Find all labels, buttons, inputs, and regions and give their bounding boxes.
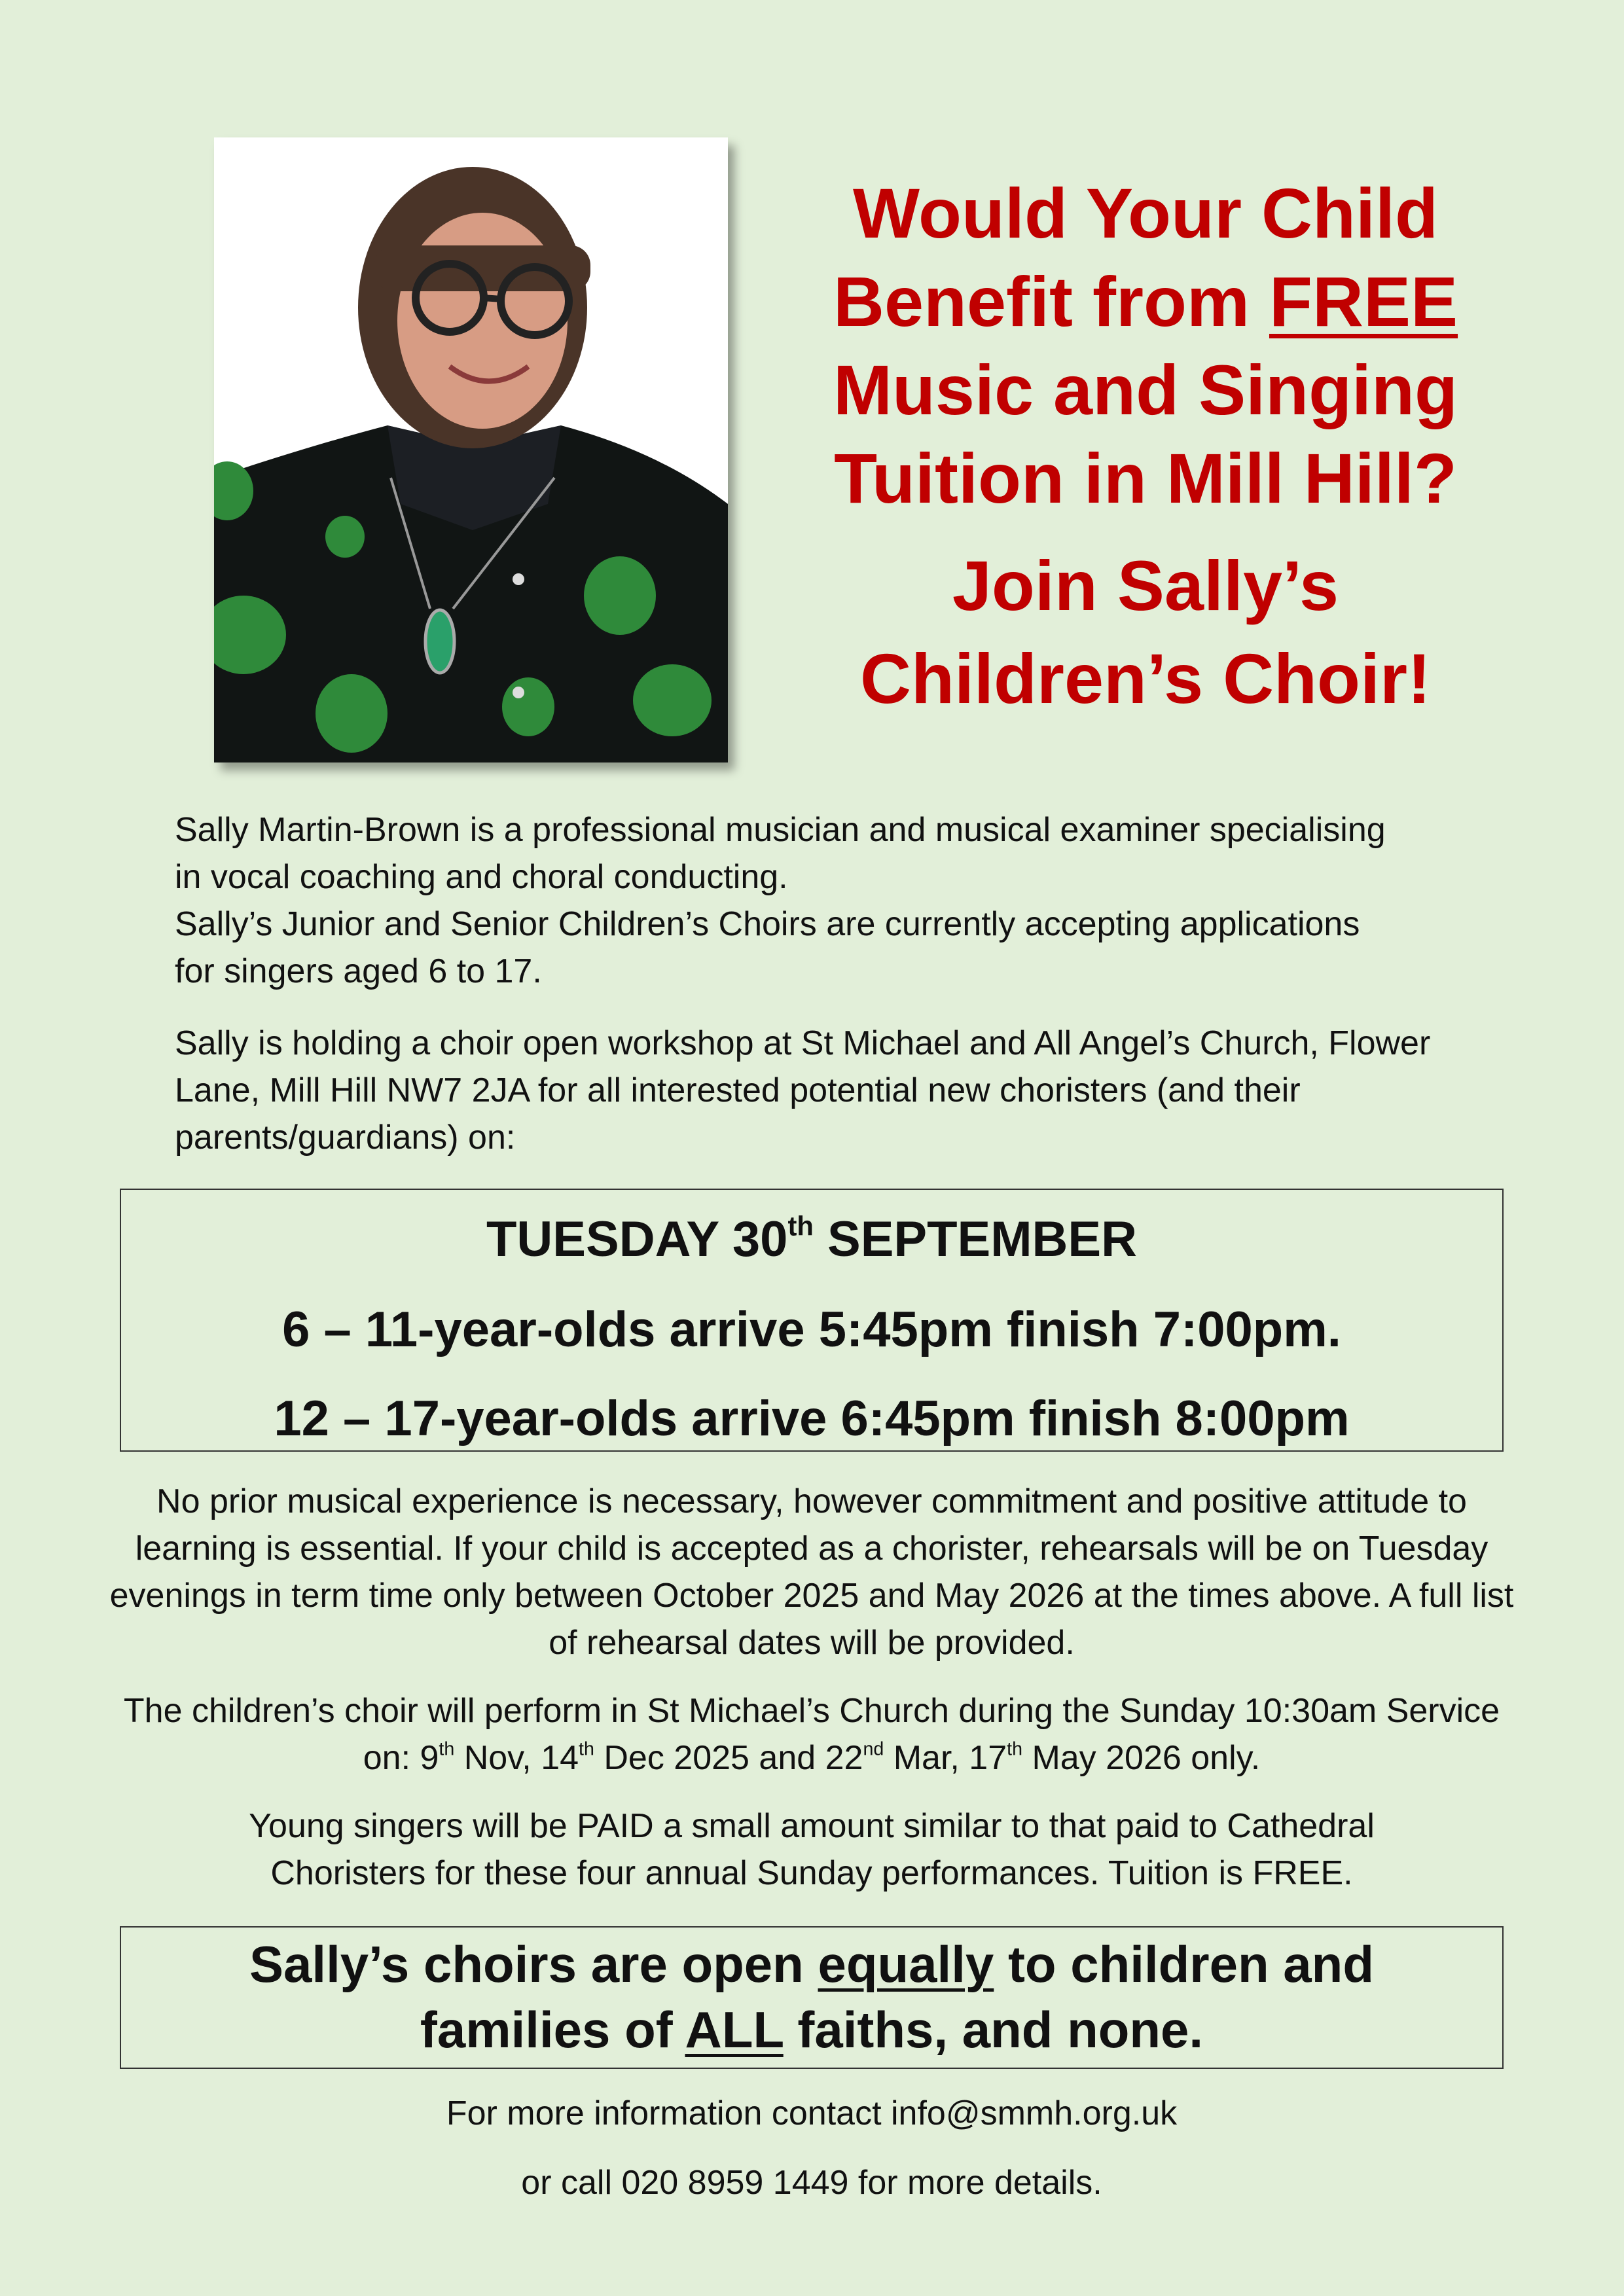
intro-paragraph-3: Sally is holding a choir open workshop at St Michael and All Angel’s Church, Flower Lane, Mill Hill NW7 2JA for all interested potential new choristers (and their parents/guardians) on: (175, 1024, 1431, 1157)
portrait-photo (214, 137, 728, 762)
join-line-1: Join Sally’s (952, 546, 1339, 625)
details-text (105, 1478, 1519, 1897)
details-paragraph-1: No prior musical experience is necessary, however commitment and positive attitude to learning is essential. If your child is accepted as a chorister, rehearsals will be on Tuesday evenings in term time only between October 2025 and May 2026 at the times above. A full list of rehearsal dates will be provided. (109, 1482, 1514, 1662)
event-details-box (120, 1189, 1504, 1452)
contact-info (105, 2090, 1519, 2206)
free-emphasis: FREE (1269, 262, 1458, 341)
headline-line-4: Tuition in Mill Hill? (834, 439, 1457, 518)
contact-phone-line: or call 020 8959 1449 for more details. (521, 2164, 1102, 2202)
inclusion-line-2: families of ALL faiths, and none. (420, 2001, 1204, 2058)
join-heading (759, 539, 1532, 725)
intro-text (175, 806, 1510, 1161)
event-date: TUESDAY 30th SEPTEMBER (486, 1210, 1137, 1267)
contact-email-line: For more information contact info@smmh.org.uk (446, 2094, 1178, 2132)
intro-paragraph-1: Sally Martin-Brown is a professional musician and musical examiner specialising in vocal coaching and choral conducting. (175, 811, 1386, 896)
payment-paragraph: Young singers will be PAID a small amount similar to that paid to Cathedral Choristers for these four annual Sunday performances. Tuition is FREE. (249, 1807, 1375, 1892)
headline (759, 169, 1532, 725)
junior-session-time: 6 – 11-year-olds arrive 5:45pm finish 7:00pm. (282, 1302, 1341, 1357)
senior-session-time: 12 – 17-year-olds arrive 6:45pm finish 8:00pm (274, 1391, 1350, 1446)
headline-line-2: Benefit from FREE (833, 262, 1458, 341)
performance-dates: The children’s choir will perform in St Michael’s Church during the Sunday 10:30am Service on: 9th Nov, 14th Dec 2025 and 22nd Mar, 17th May 2026 only. (123, 1692, 1500, 1777)
headline-line-3: Music and Singing (833, 350, 1458, 429)
inclusion-line-1: Sally’s choirs are open equally to children and (249, 1935, 1374, 1993)
intro-paragraph-2: Sally’s Junior and Senior Children’s Choirs are currently accepting applications for singers aged 6 to 17. (175, 905, 1360, 990)
headline-line-1: Would Your Child (853, 173, 1438, 253)
inclusion-box (120, 1926, 1504, 2069)
join-line-2: Children’s Choir! (859, 639, 1431, 718)
